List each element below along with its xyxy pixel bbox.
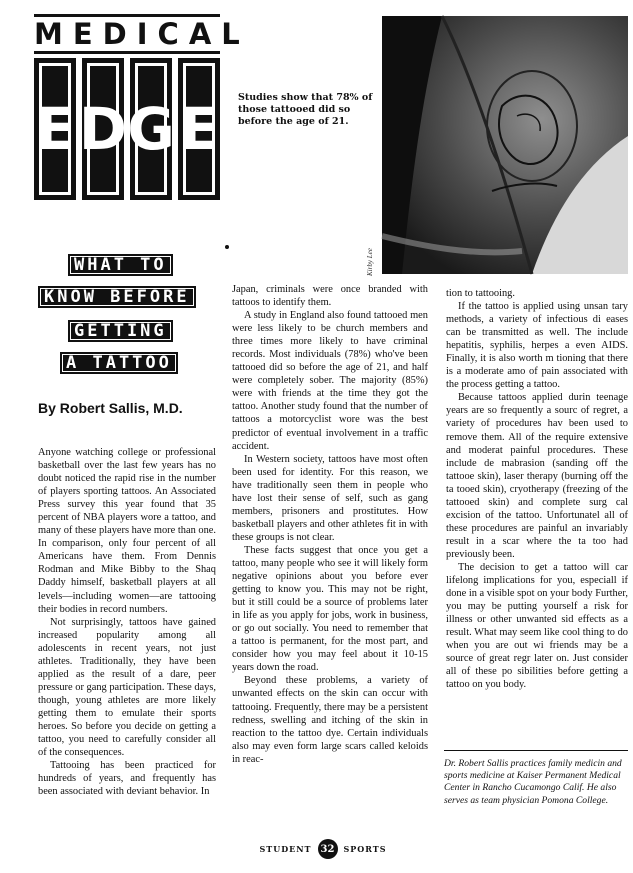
footer-magazine-left: STUDENT bbox=[259, 844, 312, 854]
photo-credit: Kirby Lee bbox=[366, 248, 374, 276]
paragraph: tion to tattooing. bbox=[446, 288, 515, 299]
article-title-line-1: WHAT TO bbox=[68, 254, 173, 276]
masthead-letter: D bbox=[82, 58, 124, 200]
footer-magazine-right: SPORTS bbox=[343, 844, 387, 854]
page-footer bbox=[258, 838, 388, 860]
article-title-line-3: GETTING bbox=[68, 320, 173, 342]
tattoo-arm-illustration bbox=[382, 16, 628, 274]
masthead-letter: E bbox=[178, 58, 220, 200]
paragraph: In Western society, tattoos have most often been used for identity. For this reason, we have traditionally seen them in people who have lost their sense of self, such as gang members, prisoners and prostitutes. How basketball players and other athletes fit in with these groups is not clear. bbox=[232, 453, 428, 543]
bio-divider bbox=[444, 750, 628, 751]
byline: By Robert Sallis, M.D. bbox=[38, 400, 183, 416]
paragraph: If the tattoo is applied using unsan tary methods, a variety of infectious di eases can be transmitted as well. The include hepatitis, syphilis, herpes a even AIDS. Finally, it is also worth m tioning that there is a moderate amo of pain associated with the process getting a tattoo. bbox=[446, 301, 628, 391]
paragraph: Japan, criminals were once branded with tattoos to identify them. bbox=[232, 284, 428, 309]
masthead-logo bbox=[34, 58, 220, 200]
paragraph: A study in England also found tattooed men were less likely to be church members and three times more likely to have criminal records. Most individuals (78%) who've been tattooed did so before the age of 21, and half were completely sober. The majority (85%) were with friends at the time they got the tattoo. Another study found that the number of tattoos a motorcyclist wore was the best predictor of eventual involvement in a traffic accident. bbox=[232, 310, 428, 452]
page-number: 32 bbox=[318, 839, 338, 859]
article-title-line-2: KNOW BEFORE bbox=[38, 286, 196, 308]
paragraph: The decision to get a tattoo will car lifelong implications for you, especiall if done in a visible spot on your body Further, you may be putting yourself a risk for illness or other unwanted sid effects as a result. What may seem like cool thing to do when you are out wi friends may be a source of great regr later on. Just consider all of these po sibilities before getting a tattoo on you body. bbox=[446, 561, 628, 691]
paragraph: Beyond these problems, a variety of unwanted effects on the skin can occur with tattooing. Frequently, there may be a persistent redness, swelling and itching of the skin in reaction to the tattoo dye. Certain individuals also may even form large scars called keloids in reac- bbox=[232, 675, 428, 765]
article-column-1 bbox=[38, 446, 216, 846]
masthead-letter: E bbox=[34, 58, 76, 200]
decorative-dot bbox=[225, 245, 229, 249]
author-bio: Dr. Robert Sallis practices family medicin and sports medicine at Kaiser Permanent Medical Center in Rancho Cucamongo Calif. He also serves as team physician Pomona College. bbox=[444, 758, 622, 806]
paragraph: Anyone watching college or professional basketball over the last few years has no doubt noticed the rapid rise in the number of players sporting tattoos. An Associated Press survey this year found that 35 percent of NBA players wore a tattoo, and many of these players have more than one. In comparison, only four percent of all Americans have them. From Dennis Rodman and Mike Bibby to the Shaq Daddy himself, basketball players at all levels—including women—are tattooing their bodies in record numbers. bbox=[38, 447, 216, 615]
masthead-letter: G bbox=[130, 58, 172, 200]
article-column-3 bbox=[446, 287, 628, 741]
article-title-line-4: A TATTOO bbox=[60, 352, 178, 374]
paragraph: Because tattoos applied durin teenage years are so frequently a sourc of regret, a variety of procedures hav been used to remove them. All of the require extensive and moderat painful procedures. These include de mabrasion (sanding off the tattooe skin), laser therapy (burning off the ta tooed skin), cryotherapy (freezing of the tattooed skin) and complete surg cal excision of the tattoo. Unfortunatel all of these procedures are painful an invariably result in a scar where the ta too had previously been. bbox=[446, 392, 628, 560]
tattoo-photo bbox=[382, 16, 628, 274]
section-title: MEDICAL bbox=[34, 14, 220, 54]
article-column-2 bbox=[232, 283, 428, 851]
photo-caption: Studies show that 78% of those tattooed did so before the age of 21. bbox=[238, 92, 373, 127]
paragraph: Not surprisingly, tattoos have gained increased popularity among all adolescents in recent years, not just athletes. Traditionally, they have been applied as the result of a dare, peer pressure or gang participation. These days, though, young athletes are more likely getting them to emulate their sports heroes. So before you decide on getting a tattoo, you need to carefully consider all of the consequences. bbox=[38, 616, 216, 759]
paragraph: Tattooing has been practiced for hundreds of years, and frequently has been associated with deviant behavior. In bbox=[38, 760, 216, 798]
paragraph: These facts suggest that once you get a tattoo, many people who see it will likely form negative opinions about you before ever getting to know you. This may not be right, but it still could be a source of problems later in life as you apply for jobs, work in business, or go out socially. You need to remember that a tattoo is permanent, for the most part, and consider how you may feel about it 10-15 years down the road. bbox=[232, 544, 428, 674]
